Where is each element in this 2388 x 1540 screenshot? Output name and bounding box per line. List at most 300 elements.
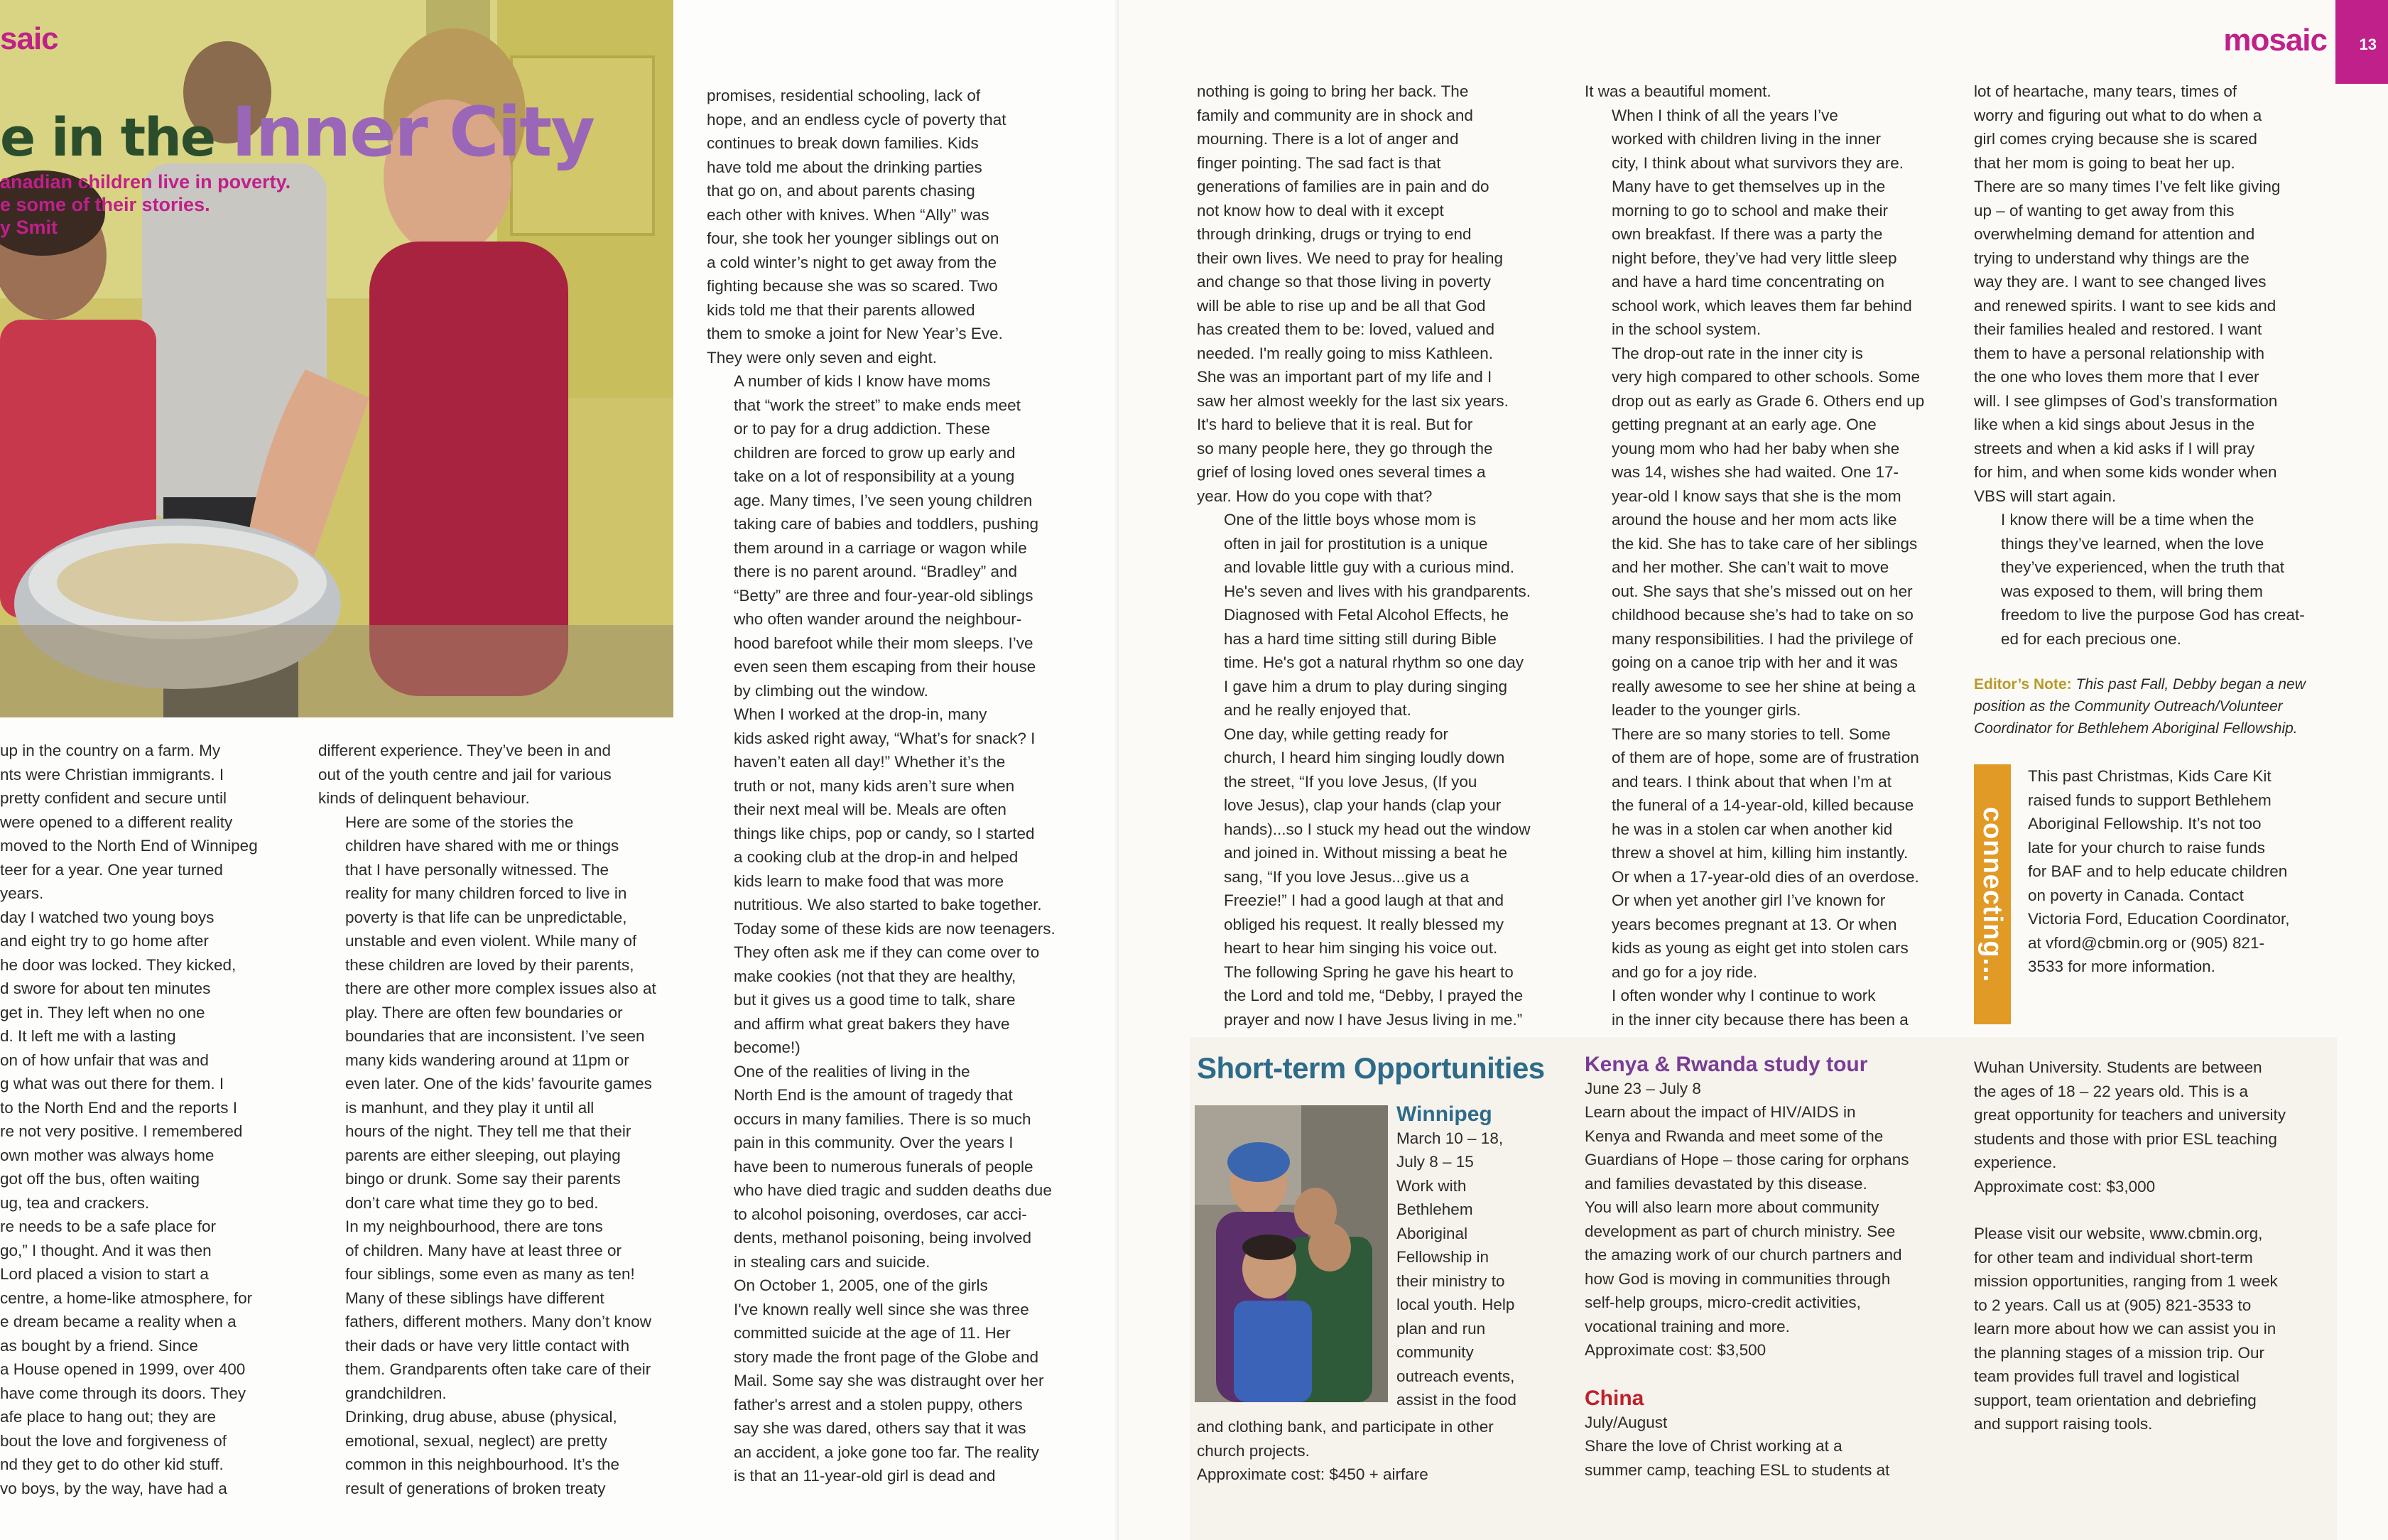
text-line: four siblings, some even as many as ten! xyxy=(345,1265,635,1283)
text-line: overwhelming demand for attention and xyxy=(1974,225,2255,243)
text-line: who often wander around the neighbour- xyxy=(734,610,1022,628)
paragraph xyxy=(1974,1222,2343,1436)
text-line: city, I think about what survivors they are. xyxy=(1612,153,1904,172)
text-line: their next meal will be. Meals are often xyxy=(734,801,1006,818)
text-line: centre, a home-like atmosphere, for xyxy=(0,1289,253,1307)
text-line: truth or not, many kids aren’t sure when xyxy=(734,776,1015,795)
editors-note-line: This past Fall, Debby began a new xyxy=(2075,676,2306,693)
text-line: self-help groups, micro-credit activities, xyxy=(1585,1294,1861,1311)
paragraph xyxy=(1197,508,1566,722)
text-line: summer camp, teaching ESL to students at xyxy=(1585,1460,1890,1479)
connecting-body xyxy=(2028,764,2340,979)
text-line: Many of these siblings have different xyxy=(345,1289,604,1307)
text-line: bout the love and forgiveness of xyxy=(0,1431,227,1450)
text-line: Fellowship in xyxy=(1396,1248,1489,1266)
text-line: going on a canoe trip with her and it was xyxy=(1612,654,1898,671)
text-line: is manhunt, and they play it until all xyxy=(345,1098,595,1117)
text-line: different experience. They’ve been in and xyxy=(318,742,611,759)
text-line: trying to understand why things are the xyxy=(1974,249,2249,267)
text-line: them around in a carriage or wagon while xyxy=(734,538,1027,557)
text-line: and eight try to go home after xyxy=(0,932,209,950)
text-line: Approximate cost: $3,000 xyxy=(1974,1177,2156,1195)
editors-note-label: Editor’s Note: xyxy=(1974,676,2072,693)
text-line: like when a kid sings about Jesus in the xyxy=(1974,416,2255,433)
text-line: will. I see glimpses of God’s transformation xyxy=(1974,391,2278,410)
text-line: community xyxy=(1396,1343,1474,1361)
text-line: experience. xyxy=(1974,1154,2057,1171)
text-line: Approximate cost: $3,500 xyxy=(1585,1341,1766,1359)
text-line: and have a hard time concentrating on xyxy=(1612,273,1885,291)
text-line: the funeral of a 14-year-old, killed because xyxy=(1612,796,1914,814)
text-line: the planning stages of a mission trip. Our xyxy=(1974,1343,2264,1362)
text-line: March 10 – 18, xyxy=(1396,1129,1504,1147)
kenya-block xyxy=(1585,1053,1968,1362)
text-line: lot of heartache, many tears, times of xyxy=(1974,82,2237,100)
paragraph xyxy=(1585,1411,1968,1482)
body-column-left-1 xyxy=(0,739,305,1500)
text-line: was exposed to them, will bring them xyxy=(2001,582,2263,600)
text-line: Aboriginal xyxy=(1396,1224,1468,1242)
text-line: hours of the night. They tell me that their xyxy=(345,1122,631,1140)
body-column-right-1 xyxy=(1197,80,1566,1031)
text-line: re not very positive. I remembered xyxy=(0,1122,243,1140)
text-line: by climbing out the window. xyxy=(734,681,928,700)
text-line: It's hard to believe that it is real. But for xyxy=(1197,416,1473,433)
text-line: One of the realities of living in the xyxy=(734,1062,970,1080)
text-line: he door was locked. They kicked, xyxy=(0,955,237,974)
text-line: On October 1, 2005, one of the girls xyxy=(734,1276,988,1294)
text-line: haven’t eaten all day!” Whether it’s the xyxy=(734,753,1006,771)
text-line: become!) xyxy=(734,1039,800,1056)
text-line: result of generations of broken treaty xyxy=(345,1479,606,1497)
text-line: the amazing work of our church partners and xyxy=(1585,1246,1902,1264)
text-line: church projects. xyxy=(1197,1441,1310,1460)
text-line: years. xyxy=(0,884,44,902)
text-line: family and community are in shock and xyxy=(1197,106,1473,124)
text-line: hood barefoot while their mom sleeps. I’ve xyxy=(734,634,1033,652)
text-line: Drinking, drug abuse, abuse (physical, xyxy=(345,1408,617,1426)
text-line: things like chips, pop or candy, so I started xyxy=(734,824,1035,842)
text-line: There are so many times I’ve felt like giving xyxy=(1974,178,2281,195)
text-line: even later. One of the kids’ favourite games xyxy=(345,1075,652,1092)
text-line: children are forced to grow up early and xyxy=(734,443,1016,462)
text-line: night before, they’ve had very little sleep xyxy=(1612,249,1897,267)
text-line: has a hard time sitting still during Bible xyxy=(1224,629,1497,648)
article-headline xyxy=(0,92,594,172)
text-line: on poverty in Canada. Contact xyxy=(2028,886,2244,904)
text-line: You will also learn more about community xyxy=(1585,1198,1879,1216)
winnipeg-title: Winnipeg xyxy=(1396,1102,1492,1126)
paragraph xyxy=(0,906,305,1215)
section-tag: saic xyxy=(0,21,58,56)
editors-note-line: Coordinator for Bethlehem Aboriginal Fellowship. xyxy=(1974,720,2298,737)
text-line: unstable and even violent. While many of xyxy=(345,932,637,950)
winnipeg-block xyxy=(1396,1102,1581,1412)
text-line: them to smoke a joint for New Year’s Eve. xyxy=(707,325,1003,342)
text-line: got off the bus, often waiting xyxy=(0,1170,200,1188)
text-line: obliged his request. It really blessed my xyxy=(1224,915,1504,933)
connecting-label xyxy=(1974,764,2011,1024)
text-line: raised funds to support Bethlehem xyxy=(2028,791,2272,809)
text-line: time. He's got a natural rhythm so one day xyxy=(1224,654,1524,671)
paragraph xyxy=(1585,342,1954,722)
text-line: Share the love of Christ working at a xyxy=(1585,1437,1842,1455)
text-line: an accident, a joke gone too far. The reality xyxy=(734,1443,1039,1461)
paragraph xyxy=(707,84,1069,369)
text-line: and go for a joy ride. xyxy=(1612,962,1758,981)
text-line: there are other more complex issues also at xyxy=(345,980,656,997)
text-line: getting pregnant at an early age. One xyxy=(1612,416,1877,433)
text-line: grandchildren. xyxy=(345,1384,447,1402)
text-line: of children. Many have at least three or xyxy=(345,1241,622,1259)
text-line: When I worked at the drop-in, many xyxy=(734,705,987,723)
text-line: was 14, wishes she had waited. One 17- xyxy=(1612,463,1899,481)
text-line: and her mother. She can’t wait to move xyxy=(1612,558,1889,576)
text-line: Or when a 17-year-old dies of an overdose. xyxy=(1612,867,1919,886)
text-line: for him, and when some kids wonder when xyxy=(1974,463,2277,481)
text-line: Bethlehem xyxy=(1396,1200,1473,1218)
text-line: own breakfast. If there was a party the xyxy=(1612,225,1883,243)
paragraph xyxy=(1974,508,2343,651)
text-line: dents, methanol poisoning, being involved xyxy=(734,1229,1032,1247)
text-line: bingo or drunk. Some say their parents xyxy=(345,1170,621,1188)
text-line: them. Grandparents often take care of their xyxy=(345,1360,651,1378)
text-line: has created them to be: loved, valued and xyxy=(1197,320,1495,338)
paragraph xyxy=(318,739,673,810)
text-line: pretty confident and secure until xyxy=(0,789,227,807)
china-block xyxy=(1585,1387,1968,1482)
paragraph xyxy=(1197,1415,1580,1487)
text-line: kids learn to make food that was more xyxy=(734,872,1004,890)
text-line: who have died tragic and sudden deaths due xyxy=(734,1181,1052,1199)
text-line: grief of losing loved ones several times a xyxy=(1197,463,1486,481)
text-line: sang, “If you love Jesus...give us a xyxy=(1224,867,1470,886)
text-line: Freezie!” I had a good laugh at that and xyxy=(1224,891,1504,909)
text-line: July 8 – 15 xyxy=(1396,1153,1474,1171)
deck-line: y Smit xyxy=(0,217,58,238)
text-line: worked with children living in the inner xyxy=(1612,130,1881,148)
text-line: year. How do you cope with that? xyxy=(1197,487,1433,505)
body-column-left-2 xyxy=(318,739,673,1500)
text-line: emotional, sexual, neglect) are pretty xyxy=(345,1431,607,1450)
deck-line: anadian children live in poverty. xyxy=(0,171,291,192)
text-line: teer for a year. One year turned xyxy=(0,860,223,879)
text-line: them to have a personal relationship with xyxy=(1974,344,2264,362)
text-line: occurs in many families. There is so much xyxy=(734,1110,1031,1128)
text-line: team provides full travel and logistical xyxy=(1974,1367,2240,1385)
text-line: assist in the food xyxy=(1396,1391,1516,1409)
text-line: streets and when a kid asks if I will pray xyxy=(1974,439,2255,457)
text-line: When I think of all the years I’ve xyxy=(1612,106,1838,124)
text-line: not know how to deal with it except xyxy=(1197,201,1444,219)
headline-light: Inner City xyxy=(231,92,594,172)
text-line: kinds of delinquent behaviour. xyxy=(318,789,530,807)
text-line: Lord placed a vision to start a xyxy=(0,1265,209,1283)
text-line: nts were Christian immigrants. I xyxy=(0,765,224,783)
text-line: how God is moving in communities through xyxy=(1585,1269,1891,1288)
text-line: pain in this community. Over the years I xyxy=(734,1134,1014,1151)
text-line: 3533 for more information. xyxy=(2028,958,2215,975)
text-line: and he really enjoyed that. xyxy=(1224,701,1411,719)
text-line: and families devastated by this disease. xyxy=(1585,1174,1867,1193)
text-line: kids told me that their parents allowed xyxy=(707,300,975,319)
text-line: so many people here, they go through the xyxy=(1197,439,1493,457)
text-line: years becomes pregnant at 13. Or when xyxy=(1612,915,1897,933)
text-line: in the school system. xyxy=(1612,320,1762,338)
text-line: VBS will start again. xyxy=(1974,487,2117,505)
kitchen-photo xyxy=(0,0,673,717)
kenya-title: Kenya & Rwanda study tour xyxy=(1585,1053,1868,1076)
text-line: girl comes crying because she is scared xyxy=(1974,130,2257,148)
text-line: boundaries that are inconsistent. I’ve seen xyxy=(345,1027,645,1045)
text-line: that “work the street” to make ends meet xyxy=(734,396,1021,414)
text-line: play. There are often few boundaries or xyxy=(345,1003,623,1021)
paragraph xyxy=(707,1274,1069,1488)
text-line: She was an important part of my life and I xyxy=(1197,368,1492,386)
text-line: fathers, different mothers. Many don’t know xyxy=(345,1313,652,1330)
text-line: saw her almost weekly for the last six years. xyxy=(1197,391,1509,410)
paragraph xyxy=(318,1405,673,1500)
text-line: and renewed spirits. I want to see kids and xyxy=(1974,296,2276,315)
paragraph xyxy=(707,1060,1069,1274)
text-line: I gave him a drum to play during singing xyxy=(1224,677,1507,695)
text-line: Here are some of the stories the xyxy=(345,813,574,831)
text-line: and lovable little guy with a curious mind. xyxy=(1224,558,1514,576)
text-line: to 2 years. Call us at (905) 821-3533 to xyxy=(1974,1296,2252,1314)
text-line: day I watched two young boys xyxy=(0,908,215,926)
paragraph xyxy=(1197,80,1566,508)
children-photo-illustration xyxy=(1195,1105,1388,1402)
text-line: make cookies (not that they are healthy, xyxy=(734,967,1016,985)
text-line: ed for each precious one. xyxy=(2001,629,2181,648)
paragraph xyxy=(2028,764,2340,979)
text-line: that her mom is going to beat her up. xyxy=(1974,153,2235,172)
text-line: afe place to hang out; they are xyxy=(0,1408,216,1426)
text-line: up in the country on a farm. My xyxy=(0,742,221,759)
text-line: and clothing bank, and participate in other xyxy=(1197,1418,1494,1436)
body-column-left-3 xyxy=(707,84,1069,1488)
text-line: their dads or have very little contact with xyxy=(345,1336,630,1355)
text-line: they’ve experienced, when the truth that xyxy=(2001,558,2285,576)
text-line: generations of families are in pain and do xyxy=(1197,178,1489,195)
text-line: in the inner city because there has been a xyxy=(1612,1010,1909,1029)
text-line: One of the little boys whose mom is xyxy=(1224,511,1477,528)
text-line: taking care of babies and toddlers, pushing xyxy=(734,515,1039,533)
text-line: childhood because she’s had to take on so xyxy=(1612,606,1914,624)
paragraph xyxy=(1396,1127,1581,1412)
text-line: moved to the North End of Winnipeg xyxy=(0,837,258,855)
text-line: students and those with prior ESL teaching xyxy=(1974,1129,2277,1148)
headline-dark: e in the xyxy=(0,107,232,168)
text-line: prayer and now I have Jesus living in me.” xyxy=(1224,1010,1523,1029)
text-line: late for your church to raise funds xyxy=(2028,838,2265,857)
text-line: and support raising tools. xyxy=(1974,1415,2153,1433)
text-line: a cold winter’s night to get away from the xyxy=(707,253,997,271)
text-line: vo boys, by the way, have had a xyxy=(0,1479,227,1497)
text-line: out of the youth centre and jail for various xyxy=(318,765,612,783)
page-number: 13 xyxy=(2359,36,2377,53)
text-line: ug, tea and crackers. xyxy=(0,1193,150,1212)
text-line: July/August xyxy=(1585,1413,1668,1431)
text-line: school work, which leaves them far behind xyxy=(1612,296,1912,315)
website-info xyxy=(1974,1222,2343,1436)
text-line: common in this neighbourhood. It’s the xyxy=(345,1455,620,1473)
paragraph xyxy=(1585,722,1954,985)
text-line: of them are of hope, some are of frustration xyxy=(1612,749,1919,766)
text-line: re needs to be a safe place for xyxy=(0,1218,216,1235)
paragraph xyxy=(1585,80,1954,104)
text-line: often in jail for prostitution is a unique xyxy=(1224,534,1488,553)
text-line: at vford@cbmin.org or (905) 821- xyxy=(2028,933,2264,952)
body-column-right-2 xyxy=(1585,80,1954,1031)
text-line: and tears. I think about that when I’m at xyxy=(1612,772,1892,791)
text-line: Learn about the impact of HIV/AIDS in xyxy=(1585,1103,1856,1121)
body-column-right-3 xyxy=(1974,80,2343,651)
text-line: e dream became a reality when a xyxy=(0,1313,237,1330)
text-line: June 23 – July 8 xyxy=(1585,1079,1701,1097)
text-line: kids asked right away, “What’s for snack? I xyxy=(734,729,1036,747)
text-line: continues to break down families. Kids xyxy=(707,134,979,152)
kenya-details xyxy=(1585,1077,1968,1362)
text-line: or to pay for a drug addiction. These xyxy=(734,420,991,438)
text-line: have been to numerous funerals of people xyxy=(734,1157,1033,1176)
left-page xyxy=(0,0,1119,1540)
text-line: promises, residential schooling, lack of xyxy=(707,87,981,104)
text-line: things they’ve learned, when the love xyxy=(2001,534,2264,553)
winnipeg-continued xyxy=(1197,1415,1580,1487)
text-line: the Lord and told me, “Debby, I prayed the xyxy=(1224,987,1524,1004)
text-line: Diagnosed with Fetal Alcohol Effects, he xyxy=(1224,606,1509,624)
paragraph xyxy=(1197,722,1566,1032)
text-line: He's seven and lives with his grandparents. xyxy=(1224,582,1531,600)
china-details xyxy=(1585,1411,1968,1482)
text-line: for other team and individual short-term xyxy=(1974,1248,2253,1267)
text-line: don’t care what time they go to bed. xyxy=(345,1193,599,1212)
text-line: The following Spring he gave his heart to xyxy=(1224,962,1514,981)
paragraph xyxy=(707,369,1069,703)
text-line: Today some of these kids are now teenagers. xyxy=(734,919,1055,938)
text-line: to alcohol poisoning, overdoses, car acci- xyxy=(734,1205,1027,1223)
text-line: committed suicide at the age of 11. Her xyxy=(734,1324,1011,1342)
text-line: kids as young as eight get into stolen cars xyxy=(1612,939,1909,957)
text-line: each other with knives. When “Ally” was xyxy=(707,205,989,224)
text-line: up – of wanting to get away from this xyxy=(1974,201,2235,219)
text-line: their own lives. We need to pray for healing xyxy=(1197,249,1504,267)
article-deck xyxy=(0,170,291,239)
text-line: four, she took her younger siblings out on xyxy=(707,229,999,247)
text-line: say she was dared, others say that it was xyxy=(734,1419,1026,1437)
text-line: d swore for about ten minutes xyxy=(0,980,211,997)
text-line: Victoria Ford, Education Coordinator, xyxy=(2028,910,2290,928)
editors-note xyxy=(1974,673,2343,739)
text-line: have told me about the drinking parties xyxy=(707,158,982,176)
text-line: I know there will be a time when the xyxy=(2001,511,2254,528)
text-line: drop out as early as Grade 6. Others end up xyxy=(1612,391,1925,410)
text-line: as bought by a friend. Since xyxy=(0,1336,198,1355)
text-line: for BAF and to help educate children xyxy=(2028,862,2288,880)
text-line: g what was out there for them. I xyxy=(0,1075,224,1092)
text-line: “Betty” are three and four-year-old siblings xyxy=(734,586,1033,604)
text-line: these children are loved by their parents, xyxy=(345,955,634,974)
text-line: needed. I'm really going to miss Kathleen. xyxy=(1197,344,1494,362)
text-line: Many have to get themselves up in the xyxy=(1612,178,1886,195)
text-line: the kid. She has to take care of her siblings xyxy=(1612,534,1918,553)
text-line: there is no parent around. “Bradley” and xyxy=(734,563,1017,580)
text-line: leader to the younger girls. xyxy=(1612,701,1801,719)
text-line: very high compared to other schools. Some xyxy=(1612,368,1920,386)
text-line: Guardians of Hope – those caring for orphans xyxy=(1585,1151,1909,1168)
text-line: out. She says that she’s missed out on her xyxy=(1612,582,1913,600)
text-line: that go on, and about parents chasing xyxy=(707,182,975,200)
text-line: church, I heard him singing loudly down xyxy=(1224,749,1505,766)
text-line: way they are. I want to see changed lives xyxy=(1974,273,2267,291)
paragraph xyxy=(0,1215,305,1500)
text-line: vocational training and more. xyxy=(1585,1317,1790,1335)
paragraph xyxy=(707,703,1069,1060)
text-line: and affirm what great bakers they have xyxy=(734,1014,1010,1033)
text-line: really awesome to see her shine at being a xyxy=(1612,677,1916,695)
china-continued xyxy=(1974,1056,2343,1198)
section-tag-mosaic: mosaic xyxy=(2223,23,2327,58)
text-line: on of how unfair that was and xyxy=(0,1051,209,1069)
text-line: Please visit our website, www.cbmin.org, xyxy=(1974,1225,2263,1242)
text-line: Aboriginal Fellowship. It’s not too xyxy=(2028,815,2262,833)
text-line: a cooking club at the drop-in and helped xyxy=(734,848,1019,866)
text-line: hands)...so I stuck my head out the window xyxy=(1224,820,1531,838)
text-line: outreach events, xyxy=(1396,1367,1515,1385)
text-line: I've known really well since she was three xyxy=(734,1300,1029,1318)
text-line: Mail. Some say she was distraught over her xyxy=(734,1372,1044,1389)
text-line: nutritious. We also started to bake together. xyxy=(734,896,1042,913)
connecting-label-text: connecting... xyxy=(1977,806,2008,982)
text-line: threw a shovel at him, killing him instantly. xyxy=(1612,844,1909,862)
editors-note-line: position as the Community Outreach/Volunteer xyxy=(1974,698,2283,715)
text-line: their ministry to xyxy=(1396,1271,1505,1290)
text-line: support, team orientation and debriefing xyxy=(1974,1391,2257,1409)
text-line: take on a lot of responsibility at a young xyxy=(734,467,1015,485)
text-line: and joined in. Without missing a beat he xyxy=(1224,844,1507,862)
paragraph xyxy=(0,739,305,906)
text-line: nd they get to do other kid stuff. xyxy=(0,1455,224,1473)
paragraph xyxy=(1974,1056,2343,1198)
text-line: It was a beautiful moment. xyxy=(1585,82,1771,100)
text-line: nothing is going to bring her back. The xyxy=(1197,82,1469,100)
children-photo xyxy=(1195,1105,1388,1402)
text-line: is that an 11-year-old girl is dead and xyxy=(734,1467,996,1485)
text-line: development as part of church ministry. See xyxy=(1585,1222,1896,1240)
text-line: were opened to a different reality xyxy=(0,813,233,831)
paragraph xyxy=(318,1215,673,1405)
text-line: go,” I thought. And it was then xyxy=(0,1241,212,1259)
text-line: morning to go to school and make their xyxy=(1612,201,1888,219)
text-line: parents are either sleeping, out playing xyxy=(345,1146,621,1164)
text-line: the one who loves them more that I ever xyxy=(1974,368,2259,386)
paragraph xyxy=(1585,1077,1968,1362)
text-line: father's arrest and a stolen puppy, others xyxy=(734,1395,1023,1414)
paragraph xyxy=(1585,104,1954,342)
text-line: age. Many times, I’ve seen young children xyxy=(734,491,1033,509)
text-line: fighting because she was so scared. Two xyxy=(707,277,998,295)
text-line: freedom to live the purpose God has creat- xyxy=(2001,606,2305,624)
winnipeg-details xyxy=(1396,1127,1581,1412)
text-line: North End is the amount of tragedy that xyxy=(734,1086,1013,1104)
text-line: This past Christmas, Kids Care Kit xyxy=(2028,767,2272,785)
text-line: around the house and her mom acts like xyxy=(1612,511,1897,528)
text-line: plan and run xyxy=(1396,1319,1486,1338)
text-line: will be able to rise up and be all that God xyxy=(1197,296,1486,315)
text-line: learn more about how we can assist you in xyxy=(1974,1320,2276,1338)
text-line: great opportunity for teachers and university xyxy=(1974,1106,2286,1124)
